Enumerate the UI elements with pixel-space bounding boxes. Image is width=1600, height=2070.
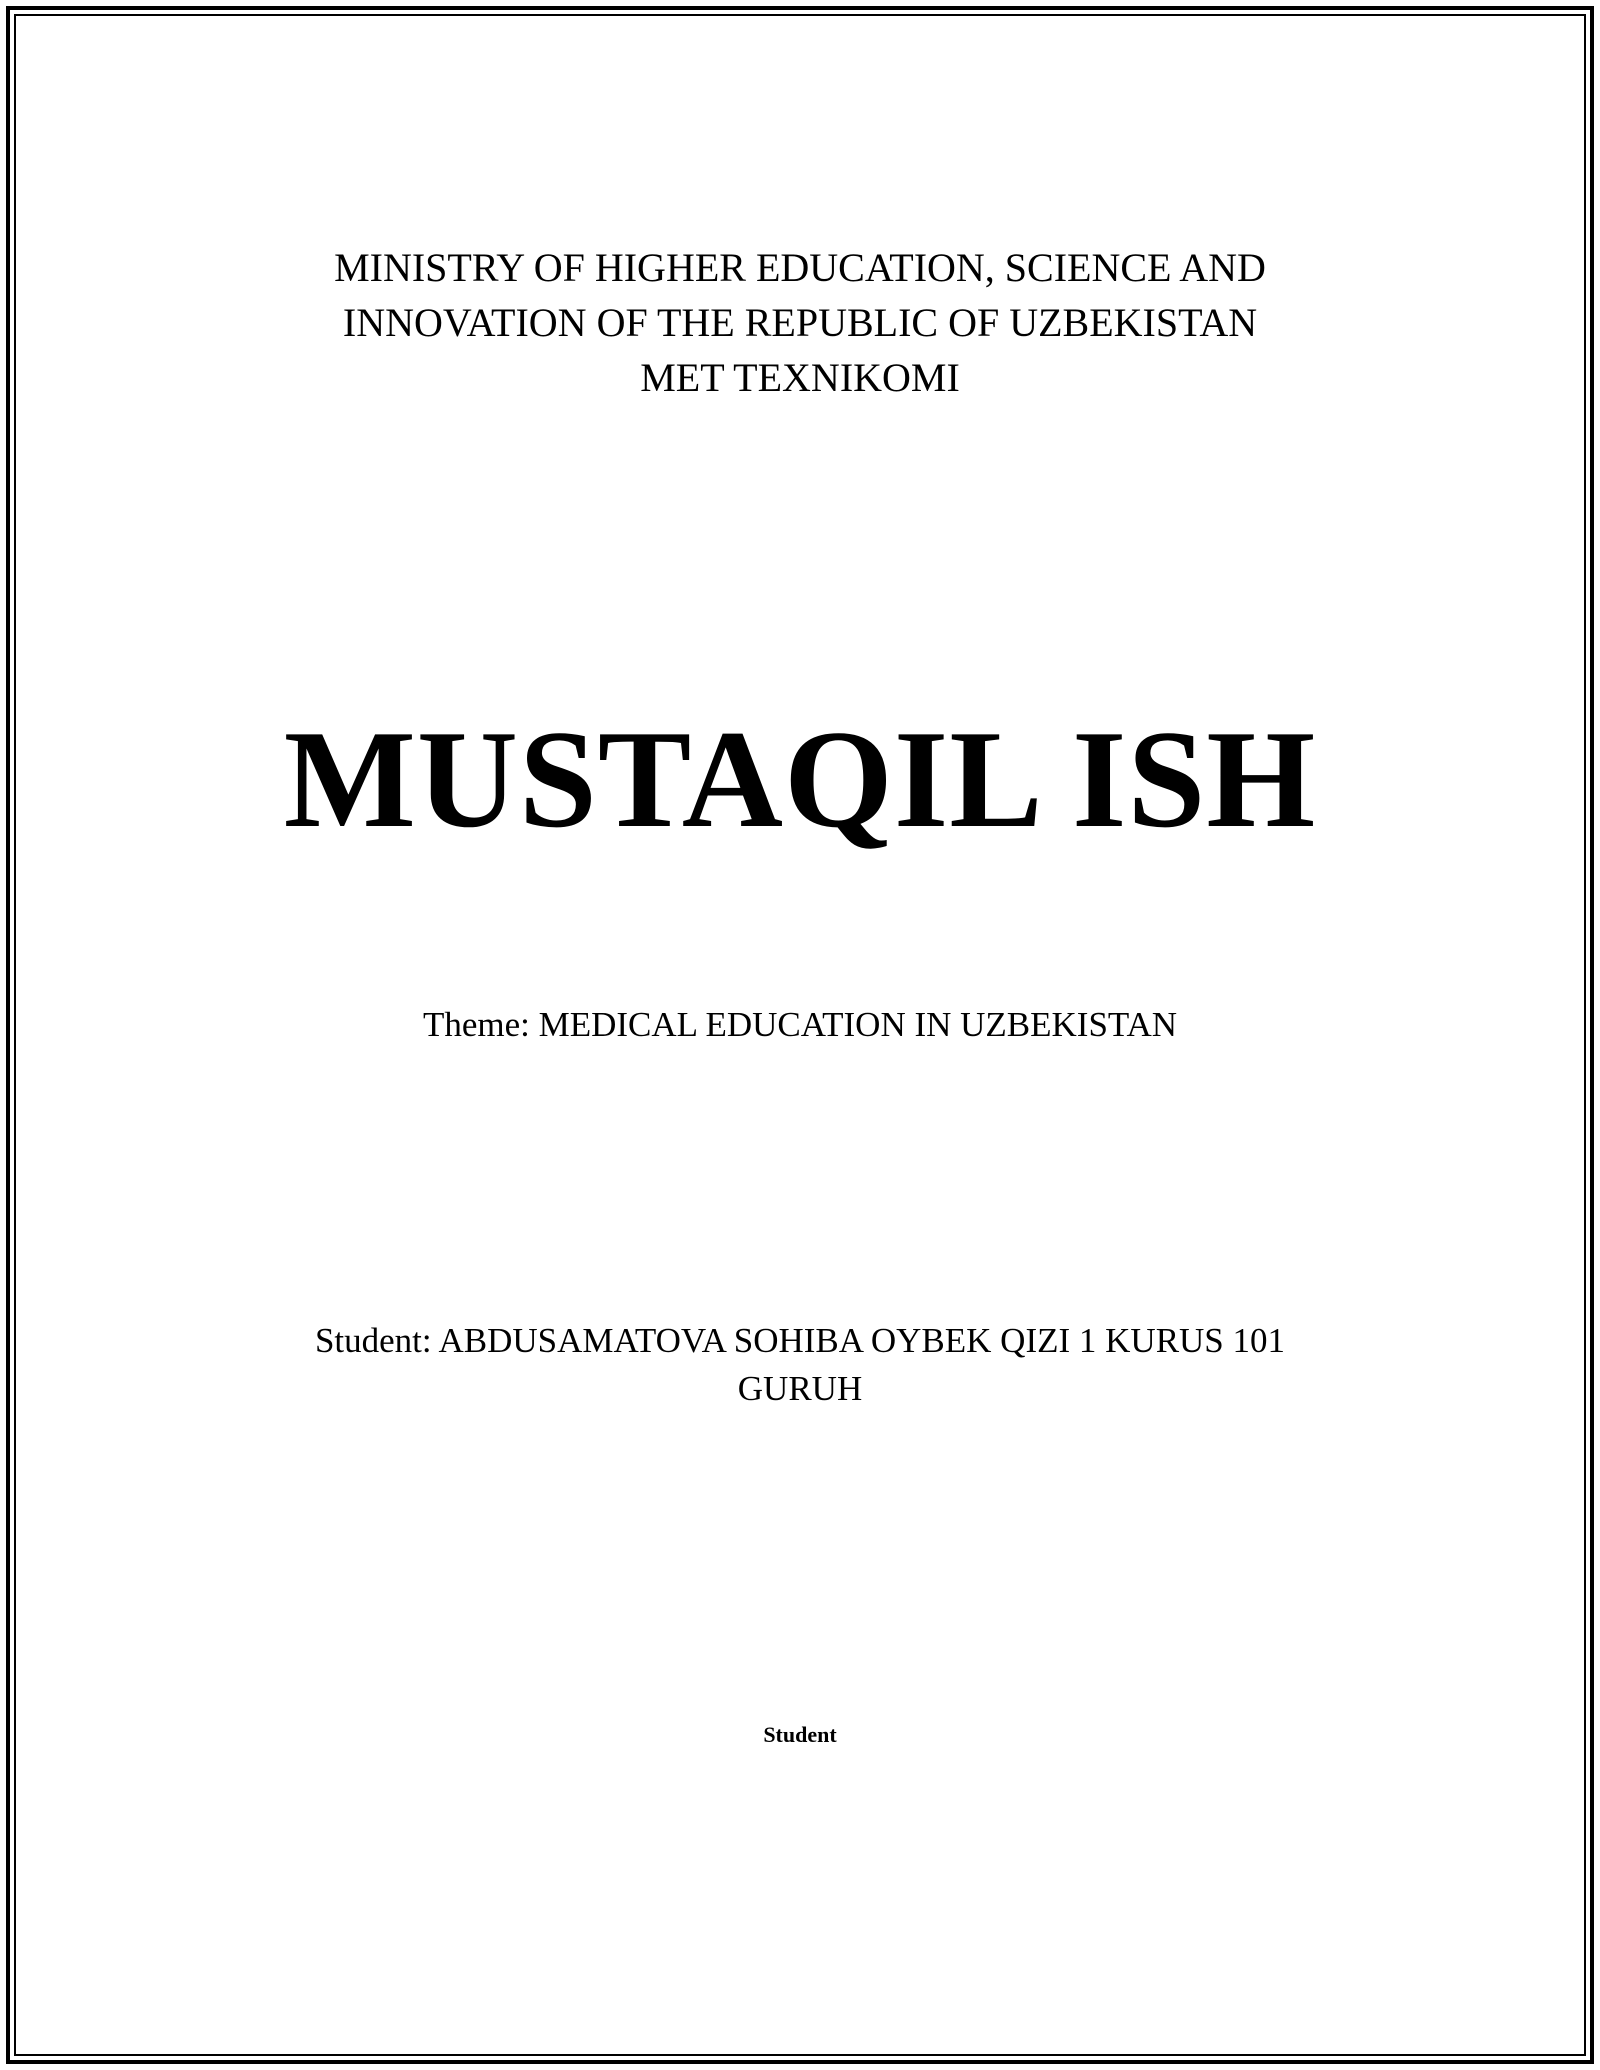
student-info-line-1: Student: ABDUSAMATOVA SOHIBA OYBEK QIZI 1 KURUS 101: [314, 1321, 1286, 1360]
ministry-header: [0, 240, 1600, 405]
student-label: Student: [763, 1722, 837, 1747]
ministry-line-2: INNOVATION OF THE REPUBLIC OF UZBEKISTAN: [342, 300, 1258, 345]
document-theme: Theme: MEDICAL EDUCATION IN UZBEKISTAN: [422, 1005, 1178, 1044]
institution-name: MET TEXNIKOMI: [640, 355, 960, 400]
document-title: MUSTAQIL ISH: [283, 702, 1317, 857]
ministry-line-1: MINISTRY OF HIGHER EDUCATION, SCIENCE AND: [334, 245, 1266, 290]
student-info-line-2: GURUH: [737, 1369, 863, 1408]
student-info: [0, 1317, 1600, 1413]
